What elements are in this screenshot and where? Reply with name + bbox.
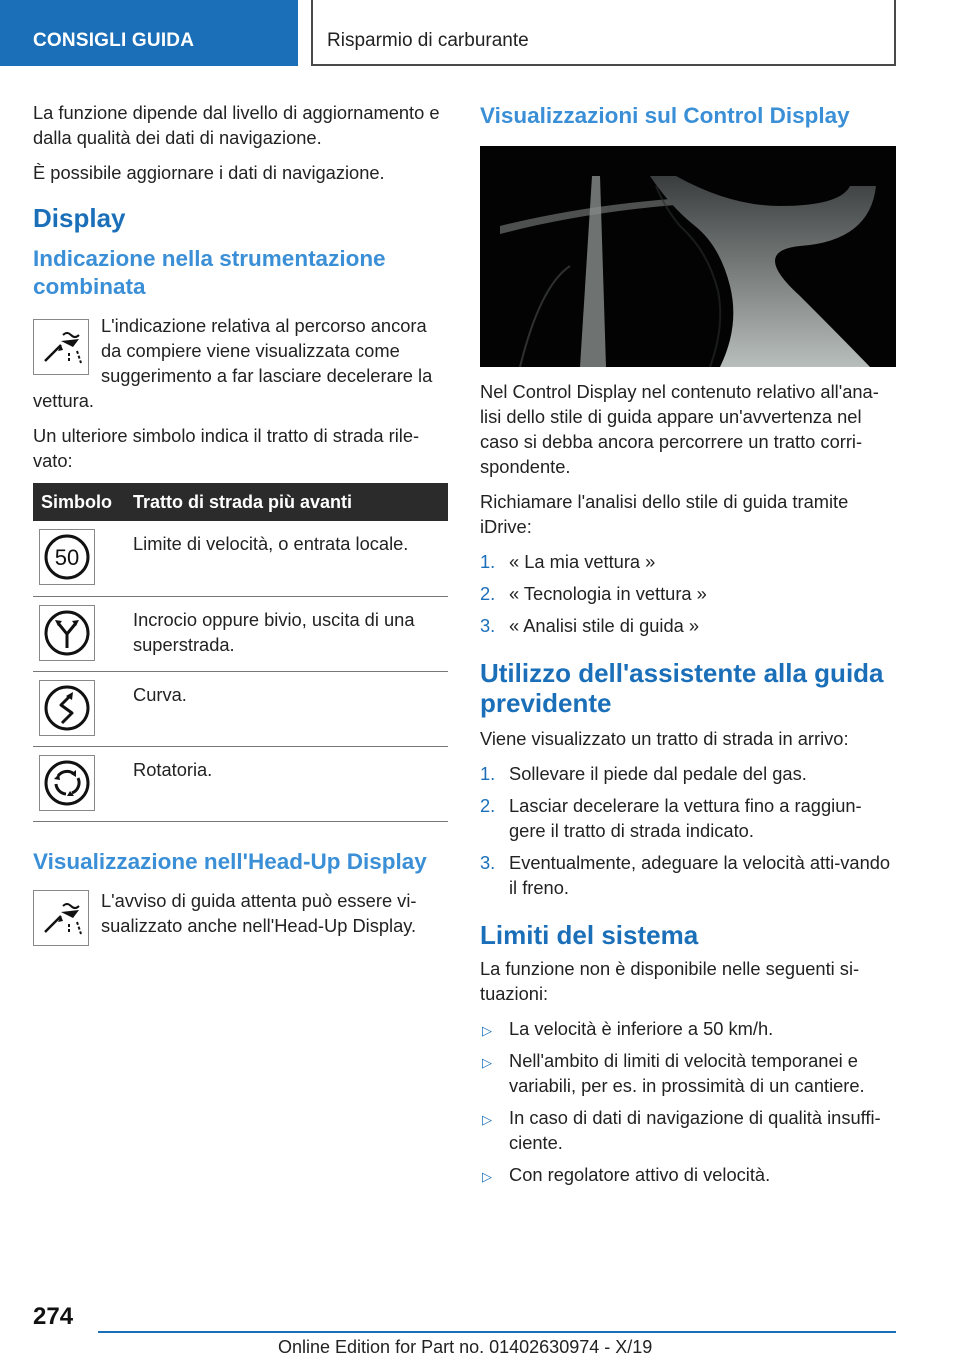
limits-intro: La funzione non è disponibile nelle seguenti si-tuazioni: xyxy=(480,958,860,1004)
idrive-steps-list xyxy=(480,549,896,638)
heading-instrument-cluster: Indicazione nella strumentazione combinata xyxy=(33,246,386,299)
speed-limit-50-icon xyxy=(39,529,95,585)
usage-steps-list xyxy=(480,761,896,900)
table-row xyxy=(33,746,448,821)
hud-indication-text: L'avviso di guida attenta può essere vi-sualizzato anche nell'Head-Up Display. xyxy=(101,889,417,936)
footer-edition: Online Edition for Part no. 01402630974 - X/19 xyxy=(278,1337,653,1357)
roundabout-icon xyxy=(39,755,95,811)
triangle-bullet-icon: ▷ xyxy=(482,1023,492,1038)
list-item[interactable]: 1. « La mia vettura » xyxy=(480,551,656,572)
heading-control-display: Visualizzazioni sul Control Display xyxy=(480,103,850,128)
list-item[interactable]: 2. « Tecnologia in vettura » xyxy=(480,583,707,604)
row-text: Rotatoria. xyxy=(125,746,448,821)
heading-assistant-usage: Utilizzo dell'assistente alla guida previdente xyxy=(480,658,884,718)
step-number: 2. xyxy=(480,583,496,604)
table-row xyxy=(33,671,448,746)
list-item: ▷ In caso di dati di navigazione di qualità insuffi-ciente. xyxy=(482,1107,881,1153)
cd-idrive-intro: Richiamare l'analisi dello stile di guida tramite iDrive: xyxy=(480,491,849,537)
heading-display: Display xyxy=(33,203,126,233)
hud-indication-block xyxy=(33,888,448,950)
instrument-indication-block xyxy=(33,313,448,423)
row-text: Incrocio oppure bivio, uscita di una superstrada. xyxy=(125,596,448,671)
right-column xyxy=(480,100,896,1197)
heading-system-limits: Limiti del sistema xyxy=(480,920,699,950)
list-item: ▷ Con regolatore attivo di velocità. xyxy=(480,1162,896,1187)
left-column xyxy=(33,100,448,950)
table-row xyxy=(33,521,448,596)
list-item: ▷ Nell'ambito di limiti di velocità temporanei e variabili, per es. in prossimità di un cantiere. xyxy=(482,1050,865,1096)
limits-list xyxy=(480,1016,896,1187)
usage-intro: Viene visualizzato un tratto di strada in arrivo: xyxy=(480,728,849,749)
table-header-row xyxy=(33,483,448,521)
col-header-road-section: Tratto di strada più avanti xyxy=(125,483,448,521)
speed-limit-value: 50 xyxy=(54,545,80,570)
control-display-road-image xyxy=(480,146,896,367)
footer-divider xyxy=(98,1331,896,1333)
step-number: 3. xyxy=(480,615,496,636)
page-number: 274 xyxy=(33,1303,74,1330)
triangle-bullet-icon: ▷ xyxy=(482,1055,492,1070)
list-item: ▷ La velocità è inferiore a 50 km/h. xyxy=(480,1016,896,1041)
symbol-table xyxy=(33,483,448,822)
page-header xyxy=(0,0,960,66)
instrument-indication-text: L'indicazione relativa al percorso ancora da compiere viene visualizzata come suggerimento a far lasciare decelerare la vettura. xyxy=(33,315,433,411)
coasting-hint-icon xyxy=(33,890,89,946)
list-item: 3. Eventualmente, adeguare la velocità atti-vando il freno. xyxy=(480,852,891,898)
triangle-bullet-icon: ▷ xyxy=(482,1169,492,1184)
step-number: 3. xyxy=(480,852,496,873)
step-number: 1. xyxy=(480,763,496,784)
step-number: 1. xyxy=(480,551,496,572)
list-item: 2. Lasciar decelerare la vettura fino a raggiun-gere il tratto di strada indicato. xyxy=(480,795,862,841)
col-header-symbol: Simbolo xyxy=(33,483,125,521)
list-item: 1. Sollevare il piede dal pedale del gas. xyxy=(480,763,807,784)
row-text: Limite di velocità, o entrata locale. xyxy=(125,521,448,596)
list-item[interactable]: 3. « Analisi stile di guida » xyxy=(480,615,700,636)
section-tab[interactable]: CONSIGLI GUIDA xyxy=(0,0,298,66)
cd-description: Nel Control Display nel contenuto relativo all'ana-lisi dello stile di guida appare un'avvertenza nel caso si debba ancora percorrere un tratto corri-spondente. xyxy=(480,381,879,477)
paragraph-symbol-intro: Un ulteriore simbolo indica il tratto di strada rile-vato: xyxy=(33,425,420,471)
coasting-hint-icon xyxy=(33,319,89,375)
heading-head-up-display: Visualizzazione nell'Head-Up Display xyxy=(33,848,427,874)
row-text: Curva. xyxy=(125,671,448,746)
step-number: 2. xyxy=(480,795,496,816)
paragraph-dependency: La funzione dipende dal livello di aggiornamento e dalla qualità dei dati di navigazione. xyxy=(33,102,440,148)
junction-icon xyxy=(39,605,95,661)
table-row xyxy=(33,596,448,671)
triangle-bullet-icon: ▷ xyxy=(482,1112,492,1127)
paragraph-update: È possibile aggiornare i dati di navigazione. xyxy=(33,162,385,183)
chapter-title: Risparmio di carburante xyxy=(311,0,896,66)
curve-icon xyxy=(39,680,95,736)
